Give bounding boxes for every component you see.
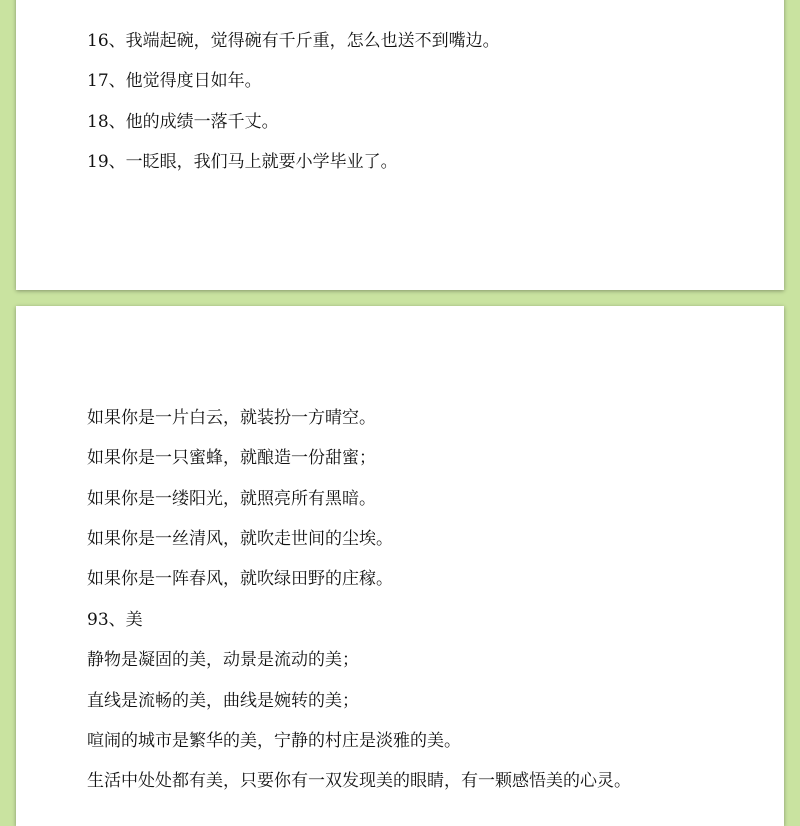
- text-line-breeze: 如果你是一丝清风，就吹走世间的尘埃。: [87, 529, 393, 549]
- text-line-white-cloud: 如果你是一片白云，就装扮一方晴空。: [87, 408, 376, 428]
- document-page-bottom: [16, 306, 784, 826]
- text-line-life-beauty: 生活中处处都有美，只要你有一双发现美的眼睛，有一颗感悟美的心灵。: [87, 771, 631, 791]
- text-line-16: 16、我端起碗，觉得碗有千斤重，怎么也送不到嘴边。: [87, 31, 500, 51]
- text-line-city-village: 喧闹的城市是繁华的美，宁静的村庄是淡雅的美。: [87, 731, 461, 751]
- document-page-top: [16, 0, 784, 290]
- text-line-sunlight: 如果你是一缕阳光，就照亮所有黑暗。: [87, 489, 376, 509]
- text-line-18: 18、他的成绩一落千丈。: [87, 112, 279, 132]
- section-heading-93: 93、美: [87, 610, 143, 630]
- text-line-17: 17、他觉得度日如年。: [87, 71, 262, 91]
- text-line-line-beauty: 直线是流畅的美，曲线是婉转的美；: [87, 691, 359, 711]
- text-line-spring-wind: 如果你是一阵春风，就吹绿田野的庄稼。: [87, 569, 393, 589]
- text-line-still-beauty: 静物是凝固的美，动景是流动的美；: [87, 650, 359, 670]
- text-line-19: 19、一眨眼，我们马上就要小学毕业了。: [87, 152, 398, 172]
- text-line-bee: 如果你是一只蜜蜂，就酿造一份甜蜜；: [87, 448, 376, 468]
